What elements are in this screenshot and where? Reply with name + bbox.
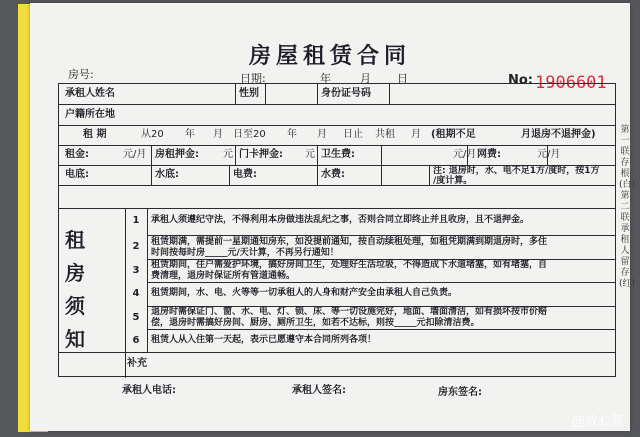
- notes-title-char-3: 须: [65, 294, 85, 318]
- water-base-label: 水底:: [155, 169, 179, 180]
- date-year: 年: [320, 72, 331, 85]
- rent-label: 租金:: [65, 149, 89, 160]
- tenant-name-label: 承租人姓名: [65, 88, 115, 99]
- rent-unit: 元/月: [123, 149, 147, 160]
- note-6-line-1: 租赁人从入住第一天起，表示已愿遵守本合同所列各项！: [151, 335, 377, 345]
- note-2-line-2: 时间按每时房_____元/天计算，不再另行通知！: [151, 248, 339, 258]
- electric-fee-label: 电费:: [233, 169, 257, 180]
- contract-form: [30, 3, 636, 431]
- household-label: 户籍所在地: [65, 109, 115, 120]
- date-day: 日: [397, 72, 408, 85]
- note-5-line-2: 偿，退房时需搞好房间、厨房、厕所卫生，如若不达标，则按_____元扣除清洁费。: [151, 318, 480, 328]
- term-total: 共租: [375, 129, 395, 140]
- term-month-2: 月: [317, 129, 327, 140]
- note-number-3: 3: [132, 265, 140, 276]
- note-5-line-1: 退房时需保证门、窗、水、电、灯、锁、床、等一切设施完好，地面、墙面清洁，如有损坏按市价赔: [151, 307, 548, 317]
- term-note-2: 月退房不退押金): [521, 129, 596, 140]
- notes-title-char-4: 知: [65, 327, 85, 351]
- tenant-sign-label: 承租人签名:: [292, 385, 346, 396]
- notes-title-char-1: 租: [65, 228, 85, 252]
- serial-number: 1906601: [535, 73, 607, 93]
- copy-side-note: 第一联存根(白)第二联承租人留存(红): [619, 125, 636, 289]
- form-title: 房屋租赁合同: [248, 44, 411, 69]
- watermark: @放心签: [572, 414, 625, 429]
- note-number-5: 5: [132, 312, 140, 323]
- deposit-unit: 元: [223, 149, 233, 160]
- term-month-3: 月: [411, 129, 421, 140]
- water-fee-label: 水费:: [321, 169, 345, 180]
- base-label: 电底:: [65, 169, 89, 180]
- term-day-1: 日至20: [233, 129, 266, 140]
- gatecard-label: 门卡押金:: [239, 149, 283, 160]
- term-month-1: 月: [213, 129, 223, 140]
- term-year-1: 年: [185, 129, 195, 140]
- checkout-note-1: 注: 退房时，水、电不足1方/度时，按1方: [433, 166, 600, 176]
- form-grid: [58, 83, 616, 377]
- rent-term-label: 租 期: [83, 129, 107, 140]
- date-label: 日期:: [240, 72, 266, 85]
- notes-title-char-2: 房: [65, 261, 85, 285]
- gender-label: 性别: [239, 88, 259, 99]
- network-unit: 元/月: [537, 149, 561, 160]
- no-label: No:: [508, 73, 534, 88]
- supplement-label: 补充: [127, 358, 147, 369]
- term-year-2: 年: [287, 129, 297, 140]
- note-number-2: 2: [132, 241, 140, 252]
- sanitation-unit: 元/月: [453, 149, 477, 160]
- note-2-line-1: 租赁期满，需提前一星期通知房东，如没提前通知，按自动续租处理，如租凭期满到期退房时，多住: [151, 237, 548, 247]
- network-label: 网费:: [477, 149, 501, 160]
- note-3-line-2: 费清理，退房时保证所有管道通畅。: [151, 271, 296, 281]
- term-note: (租期不足: [431, 129, 476, 140]
- tenant-phone-label: 承租人电话:: [122, 385, 176, 396]
- sanitation-label: 卫生费:: [321, 149, 355, 160]
- note-number-6: 6: [132, 335, 140, 346]
- term-day-2: 日止: [343, 129, 363, 140]
- landlord-sign-label: 房东签名:: [438, 387, 482, 398]
- note-3-line-1: 租赁期间，住户需爱护环境，搞好房间卫生，处理好生活垃圾，不得造成下水道堵塞，如有堵塞，自: [151, 260, 548, 270]
- deposit-label: 房租押金:: [155, 149, 199, 160]
- note-1-line-1: 承租人须遵纪守法，不得利用本房做违法乱纪之事，否则合同立即终止并且收房，且不退押金。: [151, 215, 530, 225]
- note-4-line-1: 租赁期间，水、电、火等等一切承租人的人身和财产安全由承租人自己负责。: [151, 288, 458, 298]
- note-number-4: 4: [132, 288, 140, 299]
- id-number-label: 身份证号码: [321, 88, 371, 99]
- note-number-1: 1: [132, 215, 140, 226]
- date-month: 月: [360, 72, 371, 85]
- gatecard-unit: 元: [305, 149, 315, 160]
- checkout-note-2: /度计算。: [433, 176, 473, 186]
- term-from: 从20: [141, 129, 164, 140]
- room-number-label: 房号:: [68, 68, 94, 81]
